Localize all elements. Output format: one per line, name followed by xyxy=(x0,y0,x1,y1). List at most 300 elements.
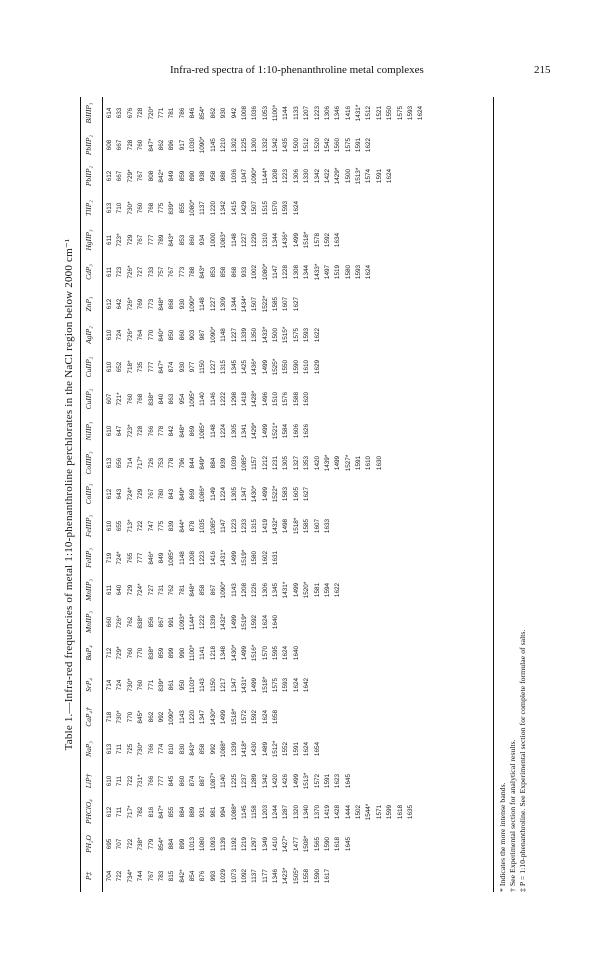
table-cell: 1233 xyxy=(240,518,248,534)
table-cell: 1350 xyxy=(251,327,259,343)
table-cell: 1419 xyxy=(323,804,331,820)
table-cell: 613 xyxy=(106,743,113,755)
table-cell: 1177 xyxy=(261,869,269,883)
table-cell: 610 xyxy=(106,329,113,341)
table-cell: 1339 xyxy=(240,327,248,343)
table-cell: 1237 xyxy=(240,773,248,789)
table-cell: 917 xyxy=(178,139,186,151)
table-cell: 1593 xyxy=(355,264,363,280)
table-rule-top xyxy=(80,97,81,892)
table-cell: 1310 xyxy=(261,232,269,248)
table-cell: 862 xyxy=(147,711,155,723)
table-cell: 1418 xyxy=(240,391,248,407)
table-cell: 810 xyxy=(168,743,176,755)
table-cell: 614 xyxy=(106,107,113,119)
table-cell: 876 xyxy=(199,870,207,882)
table-cell: 1144* xyxy=(261,167,269,185)
table-cell: 1330 xyxy=(303,168,311,184)
table-cell: 1035 xyxy=(199,518,207,534)
table-cell: 729 xyxy=(137,488,145,500)
table-cell: 729 xyxy=(126,584,134,596)
table-cell: 853 xyxy=(209,266,217,278)
table-cell: 667 xyxy=(116,139,124,151)
table-cell: 1499 xyxy=(251,677,259,693)
table-cell: 1599 xyxy=(386,804,394,820)
running-title: Infra-red spectra of 1:10-phenanthroline metal complexes xyxy=(170,64,424,76)
table-cell: 1499 xyxy=(240,645,248,661)
table-cell: 1572 xyxy=(240,709,248,725)
table-cell: 987 xyxy=(199,329,207,341)
table-note: * Indicates the more intense bands. xyxy=(498,782,507,892)
column-header: LiP† xyxy=(84,773,93,789)
table-cell: 725 xyxy=(126,743,134,755)
table-cell: 711 xyxy=(116,806,124,818)
table-cell: 934 xyxy=(199,234,207,246)
table-cell: 770 xyxy=(137,647,145,659)
table-cell: 610 xyxy=(106,775,113,787)
table-cell: 950 xyxy=(178,679,186,691)
table-cell: 1560 xyxy=(334,137,342,153)
table-cell: 1626 xyxy=(303,423,311,439)
table-cell: 1287 xyxy=(282,804,290,820)
column-header: BiIIIP₃ xyxy=(84,102,93,124)
table-cell: 1228 xyxy=(282,264,290,280)
table-cell: 769 xyxy=(137,298,145,310)
table-cell: 1100* xyxy=(272,104,280,122)
table-cell: 1145 xyxy=(209,138,217,152)
table-cell: 1570 xyxy=(261,645,269,661)
table-cell: 1220 xyxy=(209,200,217,216)
table-cell: 1148 xyxy=(178,551,186,565)
table-cell: 789 xyxy=(157,234,165,246)
table-cell: 1498 xyxy=(282,518,290,534)
table-cell: 728 xyxy=(137,107,145,119)
table-cell: 1083* xyxy=(220,231,228,249)
table-cell: 1344 xyxy=(272,232,280,248)
table-cell: 1575 xyxy=(292,327,300,343)
table-cell: 1513* xyxy=(355,167,363,185)
table-cell: 848* xyxy=(157,297,165,311)
table-cell: 722 xyxy=(137,520,145,532)
table-cell: 760 xyxy=(137,679,145,691)
table-cell: 1591 xyxy=(375,168,383,184)
table-cell: 1090* xyxy=(220,581,228,599)
table-cell: 1093* xyxy=(178,613,186,631)
table-cell: 1576 xyxy=(282,391,290,407)
table-cell: 1332 xyxy=(261,137,269,153)
table-cell: 1489 xyxy=(261,741,269,757)
table-cell: 612 xyxy=(106,806,113,818)
table-cell: 1591 xyxy=(292,741,300,757)
table-cell: 1217 xyxy=(220,677,228,693)
table-cell: 1575 xyxy=(396,105,404,121)
table-cell: 1433* xyxy=(313,263,321,281)
table-cell: 1148 xyxy=(230,233,238,247)
table-cell: 1150 xyxy=(209,678,217,692)
table-cell: 858 xyxy=(220,266,228,278)
table-cell: 1430* xyxy=(209,708,217,726)
table-cell: 1519 xyxy=(334,264,342,280)
table-cell: 770 xyxy=(126,711,134,723)
table-cell: 1512 xyxy=(303,137,311,153)
table-cell: 1420 xyxy=(272,773,280,789)
table-cell: 874 xyxy=(168,361,176,373)
table-cell: 765 xyxy=(126,552,134,564)
table-cell: 724 xyxy=(116,329,124,341)
table-cell: 1633 xyxy=(323,518,331,534)
table-cell: 1578 xyxy=(313,232,321,248)
table-cell: 1499 xyxy=(292,773,300,789)
table-cell: 1431* xyxy=(220,549,228,567)
table-cell: 1658 xyxy=(272,709,280,725)
table-cell: 1306 xyxy=(292,168,300,184)
table-cell: 722 xyxy=(126,838,134,850)
table-cell: 1416 xyxy=(344,105,352,121)
table-cell: 724* xyxy=(126,487,134,501)
table-cell: 613 xyxy=(106,457,113,469)
table-cell: 1516* xyxy=(251,644,259,662)
table-cell: 712 xyxy=(106,647,113,659)
table-cell: 773 xyxy=(147,298,155,310)
table-cell: 1507 xyxy=(251,200,259,216)
table-cell: 1500 xyxy=(292,137,300,153)
table-cell: 1047 xyxy=(240,168,248,184)
table-cell: 1429 xyxy=(240,200,248,216)
table-cell: 1039 xyxy=(230,455,238,471)
table-cell: 780 xyxy=(157,488,165,500)
table-cell: 1342 xyxy=(261,773,269,789)
table-cell: 1499 xyxy=(292,232,300,248)
table-cell: 1502 xyxy=(355,804,363,820)
table-cell: 767 xyxy=(147,870,155,882)
table-cell: 874 xyxy=(189,775,197,787)
table-cell: 1521 xyxy=(375,105,383,121)
table-cell: 988 xyxy=(220,170,228,182)
column-header: CuIIP₂ xyxy=(84,388,93,410)
table-cell: 931 xyxy=(199,806,207,818)
table-cell: 726* xyxy=(126,265,134,279)
table-cell: 858 xyxy=(199,584,207,596)
table-cell: 1520 xyxy=(313,137,321,153)
table-cell: 1588 xyxy=(292,391,300,407)
table-cell: 1289 xyxy=(251,773,259,789)
table-cell: 1592 xyxy=(323,232,331,248)
table-cell: 1512 xyxy=(365,105,373,121)
table-cell: 840* xyxy=(157,328,165,342)
column-header: FeIIP₃ xyxy=(84,548,93,568)
table-cell: 1607 xyxy=(282,296,290,312)
table-cell: 1620 xyxy=(303,391,311,407)
table-cell: 1575 xyxy=(272,677,280,693)
table-cell: 830 xyxy=(178,743,186,755)
table-cell: 884 xyxy=(209,457,217,469)
table-cell: 853 xyxy=(178,234,186,246)
table-cell: 1095* xyxy=(189,390,197,408)
table-cell: 1431* xyxy=(240,676,248,694)
table-cell: 1558 xyxy=(303,868,311,884)
table-cell: 612 xyxy=(106,488,113,500)
table-cell: 843* xyxy=(168,233,176,247)
table-cell: 718* xyxy=(126,360,134,374)
table-cell: 869 xyxy=(189,488,197,500)
table-cell: 1627 xyxy=(303,486,311,502)
column-header: PH₂O xyxy=(84,835,93,853)
table-cell: 1090* xyxy=(199,136,207,154)
table-cell: 858 xyxy=(199,743,207,755)
table-cell: 1631 xyxy=(272,550,280,566)
table-cell: 1592 xyxy=(251,709,259,725)
table-cell: 849 xyxy=(168,170,176,182)
table-cell: 731* xyxy=(137,774,145,788)
table-cell: 610 xyxy=(106,520,113,532)
table-note: ‡ P = 1:10-phenanthroline. See Experimental section for complete formulae of salts. xyxy=(518,629,527,892)
table-cell: 1346 xyxy=(334,105,342,121)
table-cell: 1346 xyxy=(272,868,280,884)
table-cell: 1345 xyxy=(230,359,238,375)
column-header: CoIIIP₃ xyxy=(84,451,93,475)
table-cell: 1593 xyxy=(282,200,290,216)
table-cell: 642 xyxy=(116,298,124,310)
table-cell: 1224 xyxy=(220,423,228,439)
table-cell: 717* xyxy=(137,456,145,470)
table-cell: 889 xyxy=(189,806,197,818)
table-cell: 1203 xyxy=(261,804,269,820)
table-cell: 1341 xyxy=(240,423,248,439)
table-cell: 779 xyxy=(147,838,155,850)
table-cell: 707 xyxy=(116,838,124,850)
column-headers xyxy=(84,97,100,892)
table-cell: 1571 xyxy=(375,804,383,820)
table-cell: 991 xyxy=(168,616,176,628)
table-cell: 724 xyxy=(116,679,124,691)
table-cell: 781 xyxy=(178,584,186,596)
table-cell: 887 xyxy=(199,775,207,787)
table-cell: 730* xyxy=(126,201,134,215)
table-cell: 1515 xyxy=(261,200,269,216)
table-cell: 840 xyxy=(157,393,165,405)
table-cell: 1342 xyxy=(272,137,280,153)
column-header: PbIIP₂ xyxy=(84,134,93,156)
table-cell: 718 xyxy=(106,711,113,723)
table-cell: 1432* xyxy=(220,613,228,631)
table-cell: 1499 xyxy=(261,359,269,375)
table-cell: 1602 xyxy=(261,550,269,566)
table-cell: 1147 xyxy=(272,265,280,279)
table-cell: 774 xyxy=(157,743,165,755)
table-cell: 1158 xyxy=(251,805,259,819)
table-cell: 610 xyxy=(106,361,113,373)
table-cell: 1505* xyxy=(292,867,300,885)
table-cell: 1090* xyxy=(251,167,259,185)
table-cell: 1500 xyxy=(272,327,280,343)
table-cell: 1624 xyxy=(292,200,300,216)
table-cell: 1353 xyxy=(303,455,311,471)
table-cell: 1624 xyxy=(282,645,290,661)
table-cell: 816 xyxy=(147,806,155,818)
table-cell: 839* xyxy=(157,678,165,692)
table-cell: 786 xyxy=(178,107,186,119)
table-cell: 766 xyxy=(147,775,155,787)
table-cell: 788 xyxy=(189,266,197,278)
table-cell: 1224 xyxy=(220,486,228,502)
table-cell: 767 xyxy=(137,234,145,246)
table-cell: 903 xyxy=(189,329,197,341)
table-cell: 724* xyxy=(116,551,124,565)
table-cell: 859 xyxy=(178,170,186,182)
table-cell: 1420 xyxy=(313,455,321,471)
table-cell: 655 xyxy=(116,520,124,532)
table-cell: 1157 xyxy=(251,456,259,470)
table-cell: 1572 xyxy=(313,773,321,789)
table-cell: 721* xyxy=(116,392,124,406)
table-cell: 1550 xyxy=(282,359,290,375)
table-cell: 1510 xyxy=(272,391,280,407)
table-cell: 1208 xyxy=(272,168,280,184)
table-cell: 777 xyxy=(147,234,155,246)
table-cell: 1593 xyxy=(282,677,290,693)
table-cell: 954 xyxy=(178,393,186,405)
table-cell: 1444 xyxy=(344,804,352,820)
table-cell: 1623 xyxy=(334,773,342,789)
column-header: NaP₃ xyxy=(84,741,93,757)
table-cell: 1227 xyxy=(209,296,217,312)
table-cell: 1640 xyxy=(292,645,300,661)
table-cell: 1431* xyxy=(355,104,363,122)
table-cell: 760 xyxy=(137,202,145,214)
table-cell: 1148 xyxy=(220,328,228,342)
table-cell: 867 xyxy=(209,584,217,596)
table-cell: 1595 xyxy=(272,645,280,661)
table-cell: 1428 xyxy=(334,804,342,820)
table-cell: 1144* xyxy=(189,613,197,631)
table-cell: 760 xyxy=(126,393,134,405)
table-cell: 994 xyxy=(220,806,228,818)
table-cell: 722 xyxy=(126,775,134,787)
table-cell: 1008 xyxy=(240,105,248,121)
table-cell: 1499 xyxy=(230,614,238,630)
table-note: † See Experimental section for analytical results. xyxy=(508,739,517,892)
table-cell: 1428* xyxy=(251,390,259,408)
table-cell: 890 xyxy=(189,170,197,182)
table-cell: 1525* xyxy=(272,358,280,376)
table-cell: 981 xyxy=(209,806,217,818)
table-cell: 1212 xyxy=(261,455,269,471)
table-cell: 847* xyxy=(157,805,165,819)
table-cell: 1088* xyxy=(220,740,228,758)
table-cell: 767 xyxy=(168,266,176,278)
table-cell: 782 xyxy=(137,806,145,818)
table-cell: 1297 xyxy=(251,836,259,852)
table-cell: 1093 xyxy=(209,836,217,852)
table-cell: 1207 xyxy=(303,105,311,121)
table-cell: 847* xyxy=(147,138,155,152)
table-cell: 796 xyxy=(178,457,186,469)
table-cell: 723 xyxy=(116,266,124,278)
table-cell: 1434* xyxy=(240,295,248,313)
table-rule-header xyxy=(102,97,103,892)
table-cell: 1432* xyxy=(272,517,280,535)
table-cell: 1087* xyxy=(209,772,217,790)
table-cell: 1229 xyxy=(251,232,259,248)
table-cell: 747 xyxy=(147,520,155,532)
table-cell: 1036 xyxy=(251,105,259,121)
table-cell: 781 xyxy=(168,107,176,119)
table-cell: 1607 xyxy=(313,518,321,534)
table-cell: 1522* xyxy=(261,295,269,313)
table-cell: 1085* xyxy=(199,422,207,440)
table-cell: 1630 xyxy=(375,455,383,471)
table-cell: 660 xyxy=(106,616,113,628)
table-cell: 1208 xyxy=(240,582,248,598)
table-cell: 766 xyxy=(147,743,155,755)
table-cell: 845 xyxy=(168,775,176,787)
table-cell: 855 xyxy=(178,202,186,214)
table-cell: 869 xyxy=(189,425,197,437)
table-cell: 777 xyxy=(137,552,145,564)
table-cell: 1002 xyxy=(251,264,259,280)
table-cell: 1584 xyxy=(282,423,290,439)
table-cell: 1592 xyxy=(251,614,259,630)
table-cell: 1218 xyxy=(209,645,217,661)
table-cell: 728 xyxy=(137,425,145,437)
table-cell: 1512* xyxy=(272,740,280,758)
table-cell: 1624 xyxy=(261,614,269,630)
table-cell: 1139 xyxy=(220,837,228,851)
table-cell: 992 xyxy=(157,711,165,723)
table-cell: 704 xyxy=(106,870,113,882)
table-cell: 1629 xyxy=(313,359,321,375)
table-cell: 1500 xyxy=(344,168,352,184)
column-header: TlIP₂ xyxy=(84,200,93,216)
table-cell: 990 xyxy=(178,647,186,659)
table-cell: 723* xyxy=(126,424,134,438)
table-cell: 764 xyxy=(137,329,145,341)
table-cell: 1585 xyxy=(272,296,280,312)
table-cell: 726* xyxy=(116,615,124,629)
table-cell: 1575 xyxy=(344,137,352,153)
table-cell: 760 xyxy=(126,647,134,659)
table-cell: 848* xyxy=(189,583,197,597)
table-cell: 1580 xyxy=(344,264,352,280)
table-cell: 1520* xyxy=(303,581,311,599)
table-cell: 1222 xyxy=(199,614,207,630)
table-cell: 1143 xyxy=(230,583,238,597)
table-cell: 1606 xyxy=(292,423,300,439)
table-cell: 1144 xyxy=(282,106,290,120)
table-cell: 1244 xyxy=(272,804,280,820)
table-cell: 726* xyxy=(126,328,134,342)
table-cell: 958 xyxy=(209,170,217,182)
table-cell: 1499 xyxy=(220,709,228,725)
table-cell: 1642 xyxy=(303,677,311,693)
table-cell: 1090* xyxy=(189,295,197,313)
table-cell: 1090* xyxy=(209,326,217,344)
table-cell: 730* xyxy=(116,710,124,724)
table-cell: 719 xyxy=(106,552,113,564)
table-cell: 1306 xyxy=(261,582,269,598)
table-cell: 845* xyxy=(137,710,145,724)
table-cell: 1499 xyxy=(261,423,269,439)
table-cell: 1499 xyxy=(230,550,238,566)
column-header: HgIIP₃ xyxy=(84,229,93,251)
table-cell: 1080* xyxy=(261,263,269,281)
table-cell: 1590 xyxy=(323,836,331,852)
table-cell: 1342 xyxy=(220,200,228,216)
table-cell: 1433* xyxy=(261,326,269,344)
table-cell: 1315 xyxy=(220,359,228,375)
table-cell: 1585 xyxy=(303,518,311,534)
table-cell: 1226 xyxy=(251,582,259,598)
